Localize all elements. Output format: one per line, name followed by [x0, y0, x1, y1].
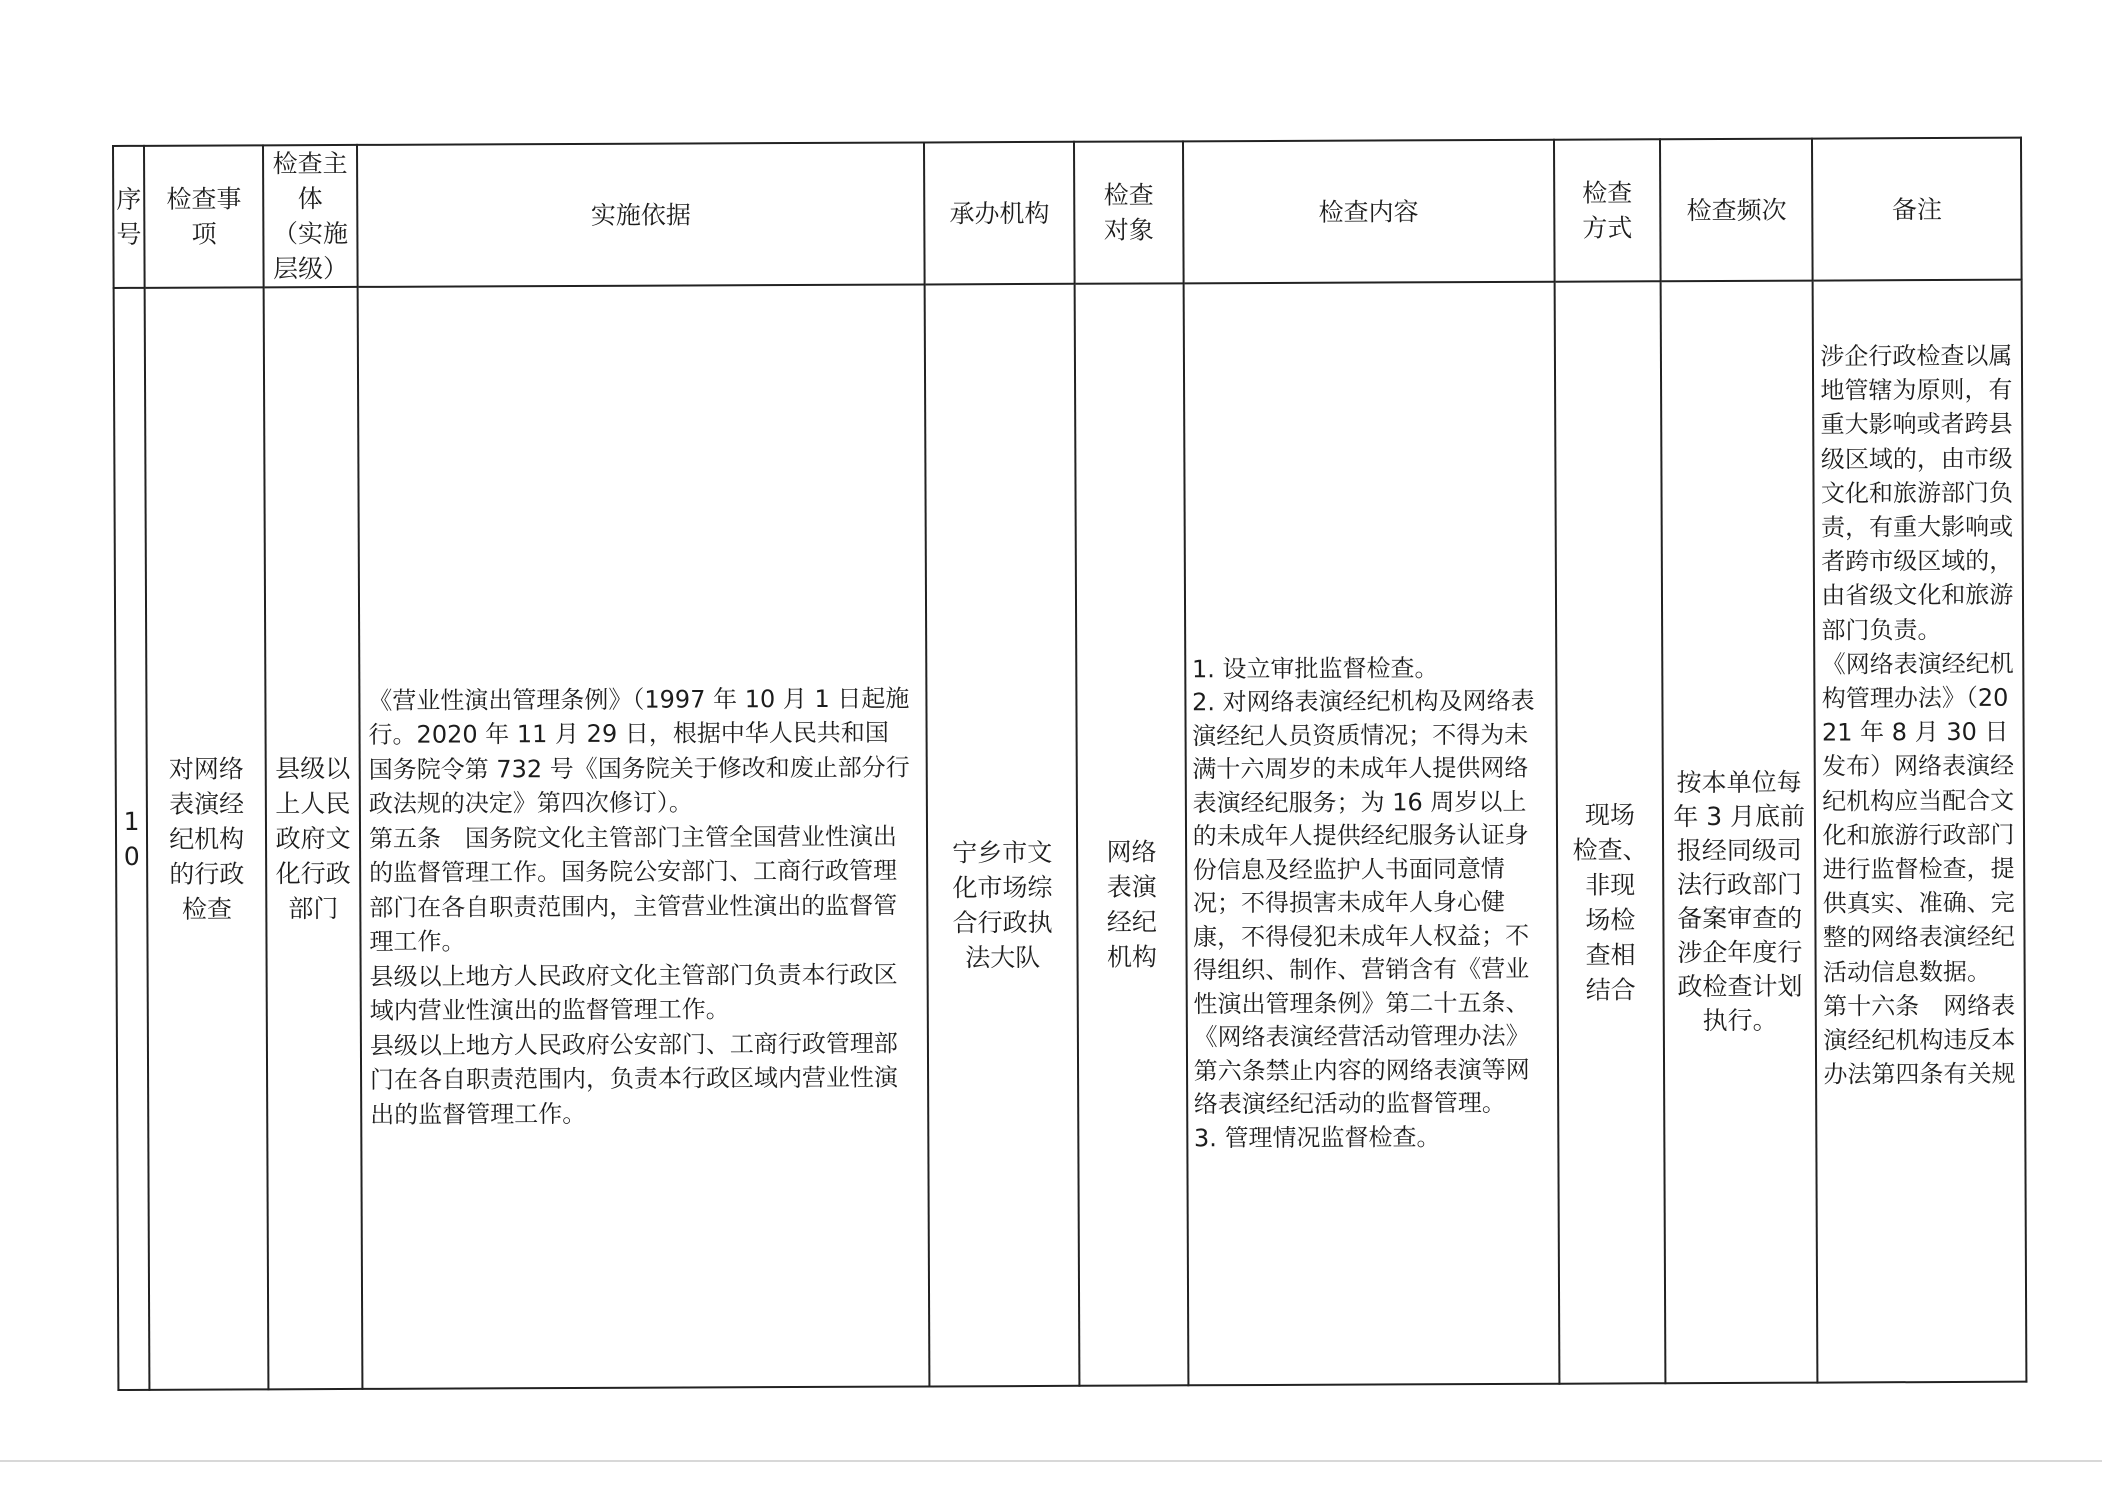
scan-edge-line — [0, 1460, 2102, 1462]
header-remark: 备注 — [1812, 138, 2021, 281]
header-agency: 承办机构 — [924, 142, 1075, 285]
header-frequency: 检查频次 — [1660, 139, 1813, 282]
cell-item: 对网络 表演经 纪机构 的行政 检查 — [145, 287, 269, 1390]
cell-remark: 涉企行政检查以属地管辖为原则，有重大影响或者跨县级区域的，由市级文化和旅游部门负责，有重大影响或者跨市级区域的，由省级文化和旅游部门负责。 《网络表演经纪机构管理办法》（2021 年 8 月 30 日发布）网络表演经纪机构应当配合文化和旅游行政部门进行监督检查，提供真实、准确、完整的网络表演经纪活动信息数据。 第十六条 网络表演经纪机构违反本办法第四条有关规 — [1813, 280, 2026, 1383]
inspection-table-wrapper — [112, 137, 2027, 1391]
cell-method: 现场 检查、 非现 场检 查相 结合 — [1554, 281, 1665, 1383]
cell-subject: 县级以 上人民 政府文 化行政 部门 — [264, 287, 363, 1389]
header-target: 检查 对象 — [1074, 141, 1183, 283]
cell-basis: 《营业性演出管理条例》（1997 年 10 月 1 日起施行。2020 年 11 月 29 日，根据中华人民共和国国务院令第 732 号《国务院关于修改和废止部分行政法规的决定》第四次修订）。 第五条 国务院文化主管部门主管全国营业性演出的监督管理工作。国务院公安部门、工商行政管理部门在各自职责范围内，主管营业性演出的监督管理工作。 县级以上地方人民政府文化主管部门负责本行政区域内营业性演出的监督管理工作。 县级以上地方人民政府公安部门、工商行政管理部门在各自职责范围内，负责本行政区域内营业性演出的监督管理工作。 — [358, 284, 930, 1388]
inspection-table — [112, 137, 2027, 1391]
header-item: 检查事 项 — [144, 145, 263, 288]
header-method: 检查 方式 — [1554, 139, 1661, 281]
header-subject: 检查主 体 （实施 层级） — [263, 145, 357, 287]
header-content: 检查内容 — [1183, 140, 1555, 284]
table-row — [114, 280, 2027, 1390]
cell-frequency: 按本单位每年 3 月底前报经同级司法行政部门备案审查的涉企年度行政检查计划执行。 — [1661, 281, 1818, 1384]
cell-agency: 宁乡市文 化市场综 合行政执 法大队 — [925, 284, 1080, 1387]
cell-content: 1. 设立审批监督检查。 2. 对网络表演经纪机构及网络表演经纪人员资质情况；不得为未满十六周岁的未成年人提供网络表演经纪服务；为 16 周岁以上的未成年人提供经纪服务认证身份信息及经监护人书面同意情况；不得损害未成年人身心健康，不得侵犯未成年人权益；不得组织、制作、营销含有《营业性演出管理条例》第二十五条、《网络表演经营活动管理办法》第六条禁止内容的网络表演等网络表演经纪活动的监督管理。 3. 管理情况监督检查。 — [1183, 282, 1559, 1386]
cell-target: 网络 表演 经纪 机构 — [1075, 283, 1188, 1385]
table-header-row — [113, 138, 2022, 288]
header-basis: 实施依据 — [357, 142, 925, 286]
header-index: 序 号 — [113, 146, 145, 288]
cell-index: 10 — [114, 288, 150, 1390]
